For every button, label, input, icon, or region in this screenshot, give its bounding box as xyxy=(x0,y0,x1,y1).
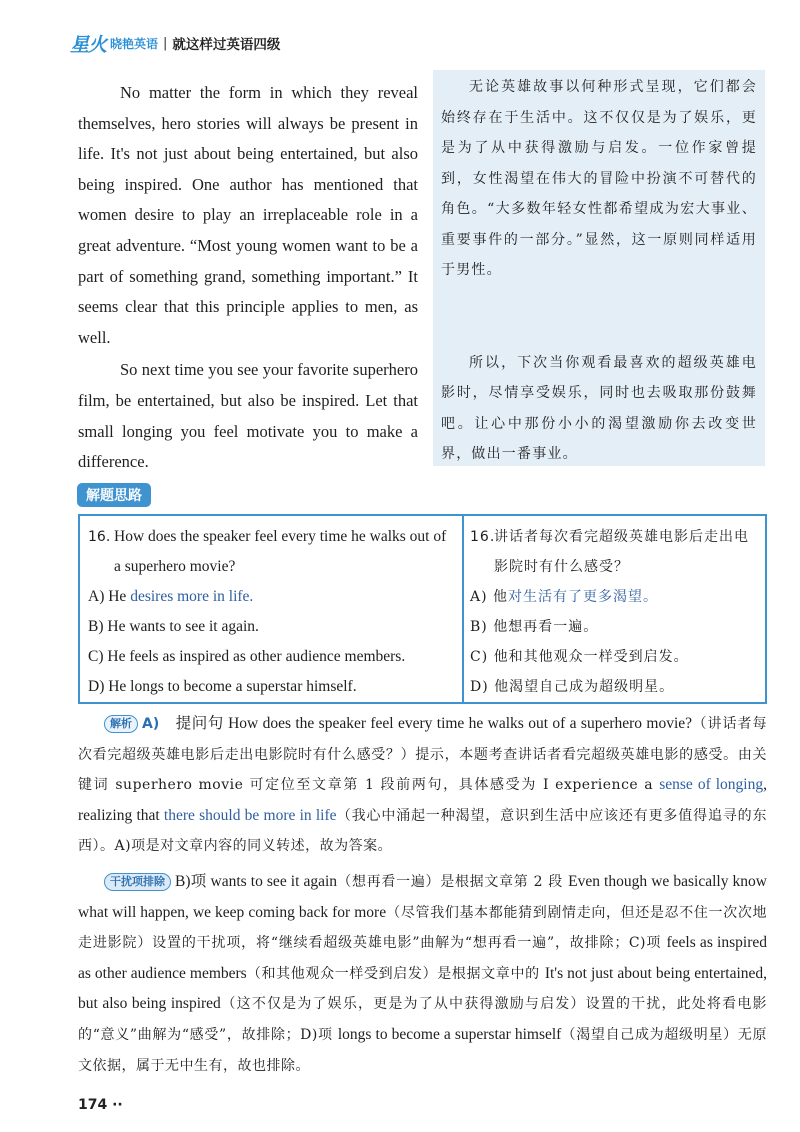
question-stem-cn xyxy=(470,522,757,582)
logo-brand: 晓艳英语 xyxy=(110,36,159,51)
option-a-cn-highlight: 对生活有了更多渴望。 xyxy=(508,589,659,605)
answer-key: A) xyxy=(142,716,160,732)
passage-cn-paragraph-1: 无论英雄故事以何种形式呈现，它们都会始终存在于生活中。这不仅仅是为了娱乐，更是为了从中获得激励与启发。一位作家曾提到，女性渴望在伟大的冒险中扮演不可替代的角色。“大多数年轻女性都希望成为宏大事业、重要事件的一部分。”显然，这一原则同样适用于男性。 xyxy=(441,79,757,278)
option-d-cn: D) 他渴望自己成为超级明星。 xyxy=(470,679,675,695)
passage-chinese xyxy=(441,72,757,470)
analysis-text: Even though we basically know what will happen, we keep coming back for more xyxy=(78,872,767,921)
option-a-cn xyxy=(470,582,757,612)
option-a-prefix: A) He xyxy=(88,588,131,605)
analysis-text-cn: （想再看一遍）是根据文章第 2 段 xyxy=(337,873,569,890)
analysis-text-cn: （和其他观众一样受到启发）是根据文章中的 xyxy=(246,965,545,982)
analysis-highlight: sense of longing xyxy=(659,776,764,794)
option-c-cn: C) 他和其他观众一样受到启发。 xyxy=(470,649,689,665)
option-b-cn: B) 他想再看一遍。 xyxy=(470,619,599,635)
analysis-paragraph-2 xyxy=(78,867,767,1081)
analysis-text: longs to become a superstar himself xyxy=(337,1025,562,1043)
question-chinese xyxy=(464,516,765,702)
passage-cn-paragraph-2: 所以，下次当你观看最喜欢的超级英雄电影时，尽情享受娱乐，同时也去吸取那份鼓舞吧。让心中那份小小的渴望激励你去改变世界，做出一番事业。 xyxy=(441,354,757,462)
page-header xyxy=(70,30,280,56)
analysis-text: B)项 wants to see it again xyxy=(175,872,338,890)
analysis-text: feels as inspired as other audience members xyxy=(78,934,767,982)
publisher-logo xyxy=(70,30,158,57)
option-a-en xyxy=(88,582,454,612)
question-number-cn: 16. xyxy=(470,529,496,545)
analysis-paragraph-1 xyxy=(78,709,767,862)
question-english xyxy=(80,516,464,702)
option-d-en: D) He longs to become a superstar himself. xyxy=(88,678,357,695)
analysis-text-cn: （我心中涌起一种渴望，意识到生活中应该还有更多值得追寻的东西）。A)项是对文章内容的同义转述，故为答案。 xyxy=(78,807,767,855)
page-number: 174 ·· xyxy=(78,1097,123,1113)
passage-en-paragraph-2: So next time you see your favorite superhero film, be entertained, but also be inspired. Let that small longing you feel motivate you to make a difference. xyxy=(78,360,418,472)
analysis-text: , realizing that xyxy=(78,776,767,824)
analysis-highlight: there should be more in life xyxy=(163,806,337,824)
answer-analysis xyxy=(78,709,767,1081)
question-number: 16. xyxy=(88,529,111,545)
analysis-text-cn: （这不仅是为了娱乐，更是为了从中获得激励与启发）设置的干扰，此处将看电影的“意义”曲解为“感受”，故排除；D)项 xyxy=(78,996,767,1043)
analysis-text-cn: 提示，本题考查讲话者看完超级英雄电影的感受。由关键词 superhero movie 可定位至文章第 1 段前两句，具体感受为 I experience a xyxy=(78,746,767,794)
option-c-en: C) He feels as inspired as other audience members. xyxy=(88,648,406,665)
header-separator: | xyxy=(163,35,168,51)
logo-mark: 星火 xyxy=(70,33,107,56)
analysis-label: 解析 xyxy=(104,715,138,733)
analysis-text-cn: （渴望自己成为超级明星）无原文依据，属于无中生有，故也排除。 xyxy=(78,1026,768,1074)
option-b-en: B) He wants to see it again. xyxy=(88,618,259,635)
question-text-cn: 讲话者每次看完超级英雄电影后走出电影院时有什么感受？ xyxy=(494,529,749,575)
analysis-text-cn: （尽管我们基本都能猜到剧情走向，但还是忍不住一次次地走进影院）设置的干扰项，将“继续看超级英雄电影”曲解为“想再看一遍”，故排除；C)项 xyxy=(78,904,767,952)
question-stem-en xyxy=(88,522,454,582)
analysis-text: It's not just about being entertained, but also being inspired xyxy=(78,964,768,1013)
question-table xyxy=(78,514,767,704)
section-tag-solution: 解题思路 xyxy=(77,483,151,507)
passage-english xyxy=(78,78,418,478)
option-a-cn-prefix: A) 他 xyxy=(470,589,509,605)
analysis-text: 提问句 How does the speaker feel every time he walks out of a superhero movie? xyxy=(175,715,693,732)
question-text: How does the speaker feel every time he walks out of a superhero movie? xyxy=(114,528,447,575)
analysis-text-cn: （讲话者每次看完超级英雄电影后走出电影院时有什么感受？） xyxy=(78,716,768,763)
option-a-highlight: desires more in life. xyxy=(130,588,254,605)
passage-en-paragraph-1: No matter the form in which they reveal themselves, hero stories will always be present in life. It's not just about being entertained, but also being inspired. One author has mentioned that women desire to play an irreplaceable role in a great adventure. “Most young women want to be a part of something grand, something important.” It seems clear that this principle applies to men, as well. xyxy=(78,83,418,347)
distractor-label: 干扰项排除 xyxy=(104,873,171,891)
book-title: 就这样过英语四级 xyxy=(172,37,281,53)
